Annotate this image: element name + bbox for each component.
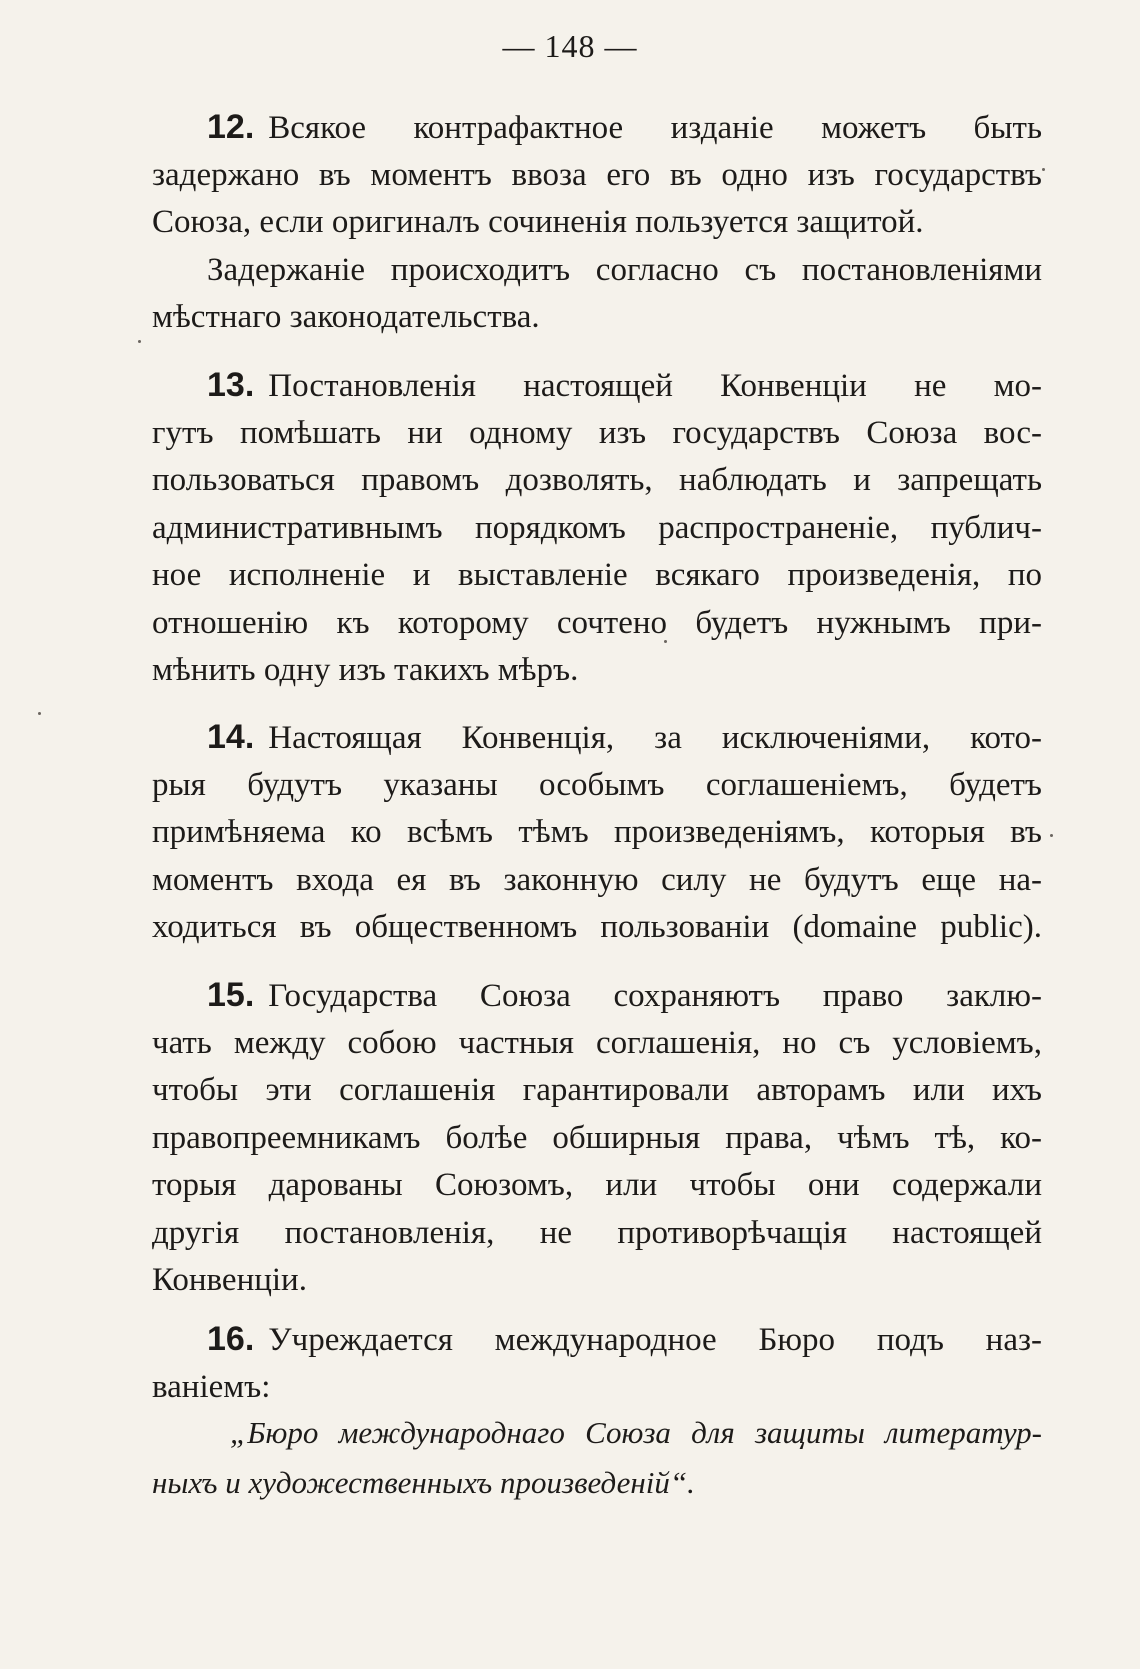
scan-speck: [138, 340, 141, 343]
article-text: Всякое контрафактное изданіе можетъ быть: [268, 110, 1042, 146]
article-line: задержано въ моментъ ввоза его въ одно изъ государствъ: [152, 156, 1042, 193]
article-line: административнымъ порядкомъ распространеніе, публич-: [152, 509, 1042, 546]
article-line: [152, 714, 1042, 762]
article-line: ваніемъ:: [152, 1368, 271, 1405]
article-number: 16.: [207, 1320, 255, 1358]
article-number: 14.: [207, 718, 255, 756]
article-line: примѣняема ко всѣмъ тѣмъ произведеніямъ, которыя въ: [152, 814, 1042, 850]
article-line: рыя будутъ указаны особымъ соглашеніемъ, будетъ: [152, 766, 1042, 803]
quote-line: „Бюро международнаго Союза для защиты литератур-: [230, 1415, 1042, 1450]
article-13: [152, 362, 1042, 695]
article-number: 12.: [207, 108, 255, 146]
article-line: [152, 1316, 1042, 1364]
article-line: правопреемникамъ болѣе обширныя права, чѣмъ тѣ, ко-: [152, 1119, 1042, 1156]
scan-speck: [38, 712, 41, 715]
article-line: Задержаніе происходитъ согласно съ постановленіями: [207, 251, 1042, 288]
article-14: [152, 714, 1042, 952]
scan-speck: [1042, 168, 1045, 171]
article-line: другія постановленія, не противорѣчащія настоящей: [152, 1214, 1042, 1251]
article-text: Постановленія настоящей Конвенціи не мо-: [268, 368, 1042, 404]
article-15: [152, 972, 1042, 1305]
article-line: [152, 972, 1042, 1020]
quote-line: ныхъ и художественныхъ произведеній“.: [152, 1465, 695, 1500]
bureau-name-quote: [152, 1408, 1042, 1508]
article-number: 13.: [207, 366, 255, 404]
article-number: 15.: [207, 976, 255, 1014]
scan-speck: [664, 640, 667, 643]
article-line: торыя дарованы Союзомъ, или чтобы они содержали: [152, 1167, 1042, 1203]
article-line: Конвенціи.: [152, 1262, 307, 1298]
article-line: моментъ входа ея въ законную силу не будутъ еще на-: [152, 861, 1042, 898]
article-line: [152, 362, 1042, 410]
scan-speck: [1050, 834, 1053, 837]
article-16: [152, 1316, 1042, 1411]
article-line: чать между собою частныя соглашенія, но съ условіемъ,: [152, 1024, 1042, 1061]
article-line: мѣнить одну изъ такихъ мѣръ.: [152, 652, 579, 688]
article-line: гутъ помѣшать ни одному изъ государствъ Союза вос-: [152, 414, 1042, 451]
article-line: [152, 104, 1042, 152]
page-number: — 148 —: [502, 28, 638, 64]
article-line: отношенію къ которому сочтено будетъ нужнымъ при-: [152, 604, 1042, 641]
article-line: Союза, если оригиналъ сочиненія пользуется защитой.: [152, 204, 924, 240]
article-text: Настоящая Конвенція, за исключеніями, кото-: [268, 720, 1042, 756]
article-line: мѣстнаго законодательства.: [152, 299, 540, 335]
article-text: Учреждается международное Бюро подъ наз-: [268, 1322, 1042, 1358]
article-line: пользоваться правомъ дозволять, наблюдать и запрещать: [152, 462, 1042, 498]
article-line: ходиться въ общественномъ пользованіи (domaine public).: [152, 909, 1042, 945]
article-text: Государства Союза сохраняютъ право заклю-: [268, 978, 1042, 1014]
article-line: ное исполненіе и выставленіе всякаго произведенія, по: [152, 557, 1042, 593]
article-line: чтобы эти соглашенія гарантировали авторамъ или ихъ: [152, 1072, 1042, 1108]
article-12: [152, 104, 1042, 342]
